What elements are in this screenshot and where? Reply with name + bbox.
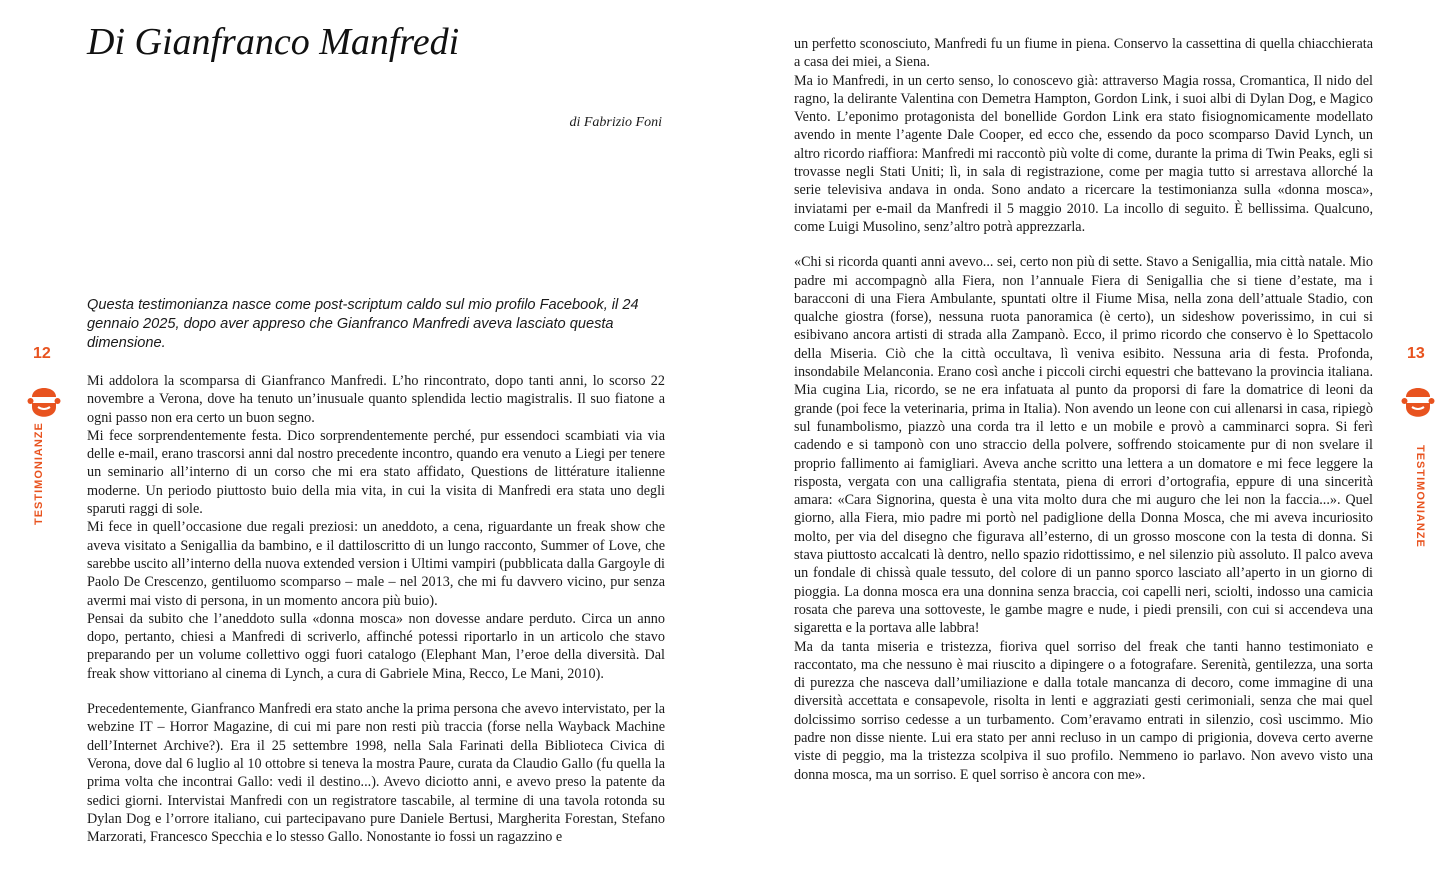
article-title: Di Gianfranco Manfredi (87, 21, 460, 63)
intro-text: Questa testimonianza nasce come post-scriptum caldo sul mio profilo Facebook, il 24 gennaio 2025, dopo aver appreso che Gianfranco Manfredi aveva lasciato questa dimensione. (87, 297, 639, 351)
paragraph: Mi fece sorprendentemente festa. Dico sorprendentemente perché, pur essendoci scambiati via via delle e-mail, erano trascorsi anni dal nostro precedente incontro, quando era venuto a Liegi per tenere un seminario all’interno di un corso che mi era stato affidato, Questions de littérature italienne moderne. Un periodo piuttosto buio della mia vita, in cui la visita di Manfredi era stata uno degli sparuti raggi di sole. (87, 427, 665, 518)
byline: di Fabrizio Foni (569, 115, 662, 130)
paragraph: Mi addolora la scomparsa di Gianfranco Manfredi. L’ho rincontrato, dopo tanti anni, lo scorso 22 novembre a Verona, dove ha tenuto un’inusuale quanto splendida lectio magistralis. Il suo fiatone a ogni passo non era certo un buon segno. (87, 373, 665, 426)
paragraph: Ma da tanta miseria e tristezza, fioriva quel sorriso del freak che tanti hanno testimoniato e raccontato, ma che nessuno è mai riuscito a dipingere o a fotografare. Serenità, gentilezza, una sorta di purezza che nasceva dall’umiliazione e dalla totale mancanza di decoro, come immagine di una diversità accettata e consapevole, risolta in lenti e aggraziati gesti cerimoniali, senza che mai quel dolcissimo sorriso cedesse a un turbamento. Com’eravamo entrati in silenzio, così uscimmo. Mio padre non disse niente. Lui era stato per anni recluso in un campo di prigionia, doveva certo averne viste di peggio, ma la tristezza scolpiva il suo profilo. Nemmeno io parlavo. Non avevo visto una donna mosca, ma un sorriso. E quel sorriso è ancora con me». (794, 638, 1373, 783)
paragraph: Pensai da subito che l’aneddoto sulla «donna mosca» non dovesse andare perduto. Circa un anno dopo, pertanto, chiesi a Manfredi di scriverlo, affinché potessi riportarlo in un articolo che stavo preparando per un volume collettivo oggi fuori catalogo (Elephant Man, l’eroe della diversità. Dal freak show vittoriano al cinema di Lynch, a cura di Gabriele Mina, Recco, Le Mani, 2010). (87, 610, 665, 682)
paragraph: Ma io Manfredi, in un certo senso, lo conoscevo già: attraverso Magia rossa, Cromantica, Il nido del ragno, la delirante Valentina con Demetra Hampton, Gordon Link, i suoi albi di Dylan Dog, e Magico Vento. L’eponimo protagonista del bonellide Gordon Link era stato fisiognomicamente modellato avendo in mente l’agente Dale Cooper, ed ecco che, essendo da poco scomparso David Lynch, un altro ricordo riaffiora: Manfredi mi raccontò più volte di come, durante la prima di Twin Peaks, egli si trovasse negli Stati Uniti; lì, in sala di registrazione, come per magia tutto si arrestava allorché la serie televisiva andava in onda. Sono andato a ricercare la testimonianza sulla «donna mosca», inviatami per e-mail da Manfredi il 5 maggio 2010. La incollo di seguito. È bellissima. Qualcuno, come Luigi Musolino, senz’altro potrà apprezzarla. (794, 72, 1373, 235)
left-page-body (87, 372, 665, 846)
paragraph: «Chi si ricorda quanti anni avevo... sei, certo non più di sette. Stavo a Senigallia, mia città natale. Mio padre mi accompagnò alla Fiera, non l’annuale Fiera di Senigallia che si tiene d’estate, ma i baracconi di una Fiera Ambulante, spuntati oltre il Fiume Misa, nella zona dell’attuale Stadio, con qualche giostra (forse), nessuna ruota panoramica (è certo), un sideshow poverissimo, in cui si esibivano ancora artisti di strada alla Zampanò. Ecco, il primo ricordo che conservo è lo Spettacolo della Miseria. Ciò che la città occultava, lì veniva esibito. Nessuna aria di festa. Profonda, insondabile Melanconia. Erano così anche i piccoli circhi equestri che battevano la provincia italiana. Mia cugina Lia, ricordo, se ne era infatuata al punto da proporsi di fare la domatrice di leoni da grande (poi fece la veterinaria, prima in Italia). Non avendo un leone con cui allenarsi in casa, ripiegò sul funambolismo, piazzò una corda tra il letto e un mobile e provò a camminarci sopra. Si ferì cadendo e si tamponò con uno straccio della polvere, soffrendo stoicamente pur di non svelare il proprio fallimento ai famigliari. Aveva anche scritto una lettera a un domatore e mi fece leggere la risposta, vergata con una calligrafia stentata, piena di errori d’ortografia, eppure di una sincerità amara: «Cara Signorina, questa è una vita molto dura che mi auguro che lei non la faccia...». Quel giorno, alla Fiera, mio padre mi portò nel padiglione della Donna Mosca, che mi aveva incuriosito molto, per via del disegno che figurava all’esterno, di un grosso moscone con la testa di donna. Si stava piuttosto accalcati là dentro, nello spazio ridottissimo, e nel silenzio più assoluto. Il palco aveva un fondale di chissà quale tessuto, del colore di un panno sporco lasciato all’aperto in un giorno di pioggia. La donna mosca era una donnina senza braccia, coi capelli neri, sciolti, indosso una camicia rosata che pareva una sottoveste, le gambe magre e nude, i piedi prensili, con cui si accendeva una sigaretta e la portava alle labbra! (794, 254, 1373, 637)
paragraph: Precedentemente, Gianfranco Manfredi era stato anche la prima persona che avevo intervistato, per la webzine IT – Horror Magazine, di cui mi pare non resti più traccia (forse nella Wayback Machine dell’Internet Archive?). Era il 25 settembre 1998, nella Sala Farinati della Biblioteca Civica di Verona, dove dal 6 luglio al 10 ottobre si teneva la mostra Paure, curata da Claudio Gallo (fu quella la prima volta che incontrai Gallo: vedi il destino...). Avevo diciotto anni, e avevo preso la patente da sedici giorni. Intervistai Manfredi con un registratore tascabile, al termine di una tavola rotonda su Dylan Dog e l’orrore italiano, cui partecipavano pure Daniele Bertusi, Margherita Forestan, Stefano Marzorati, Francesco Specchia e lo stesso Gallo. Nonostante io fossi un ragazzino e (87, 701, 665, 846)
right-page-body (794, 35, 1373, 784)
section-label-right: TESTIMONIANZE (1414, 445, 1426, 548)
section-label-left: TESTIMONIANZE (33, 422, 45, 525)
paragraph: Mi fece in quell’occasione due regali preziosi: un aneddoto, a cena, riguardante un freak show che aveva visitato a Senigallia da bambino, e il dattiloscritto di un lungo racconto, Summer of Love, che sarebbe uscito all’interno della nuova extended version i Ultimi vampiri (pubblicata dalla Gargoyle di Paolo De Crescenzo, gentiluomo scomparso – male – nel 2013, che mi fu davvero vicino, pur senza avermi mai visto di persona, in un momento ancora più buio). (87, 519, 665, 609)
bearded-face-icon (1401, 380, 1435, 429)
paragraph: un perfetto sconosciuto, Manfredi fu un fiume in piena. Conservo la cassettina di quella chiacchierata a casa dei miei, a Siena. (794, 36, 1373, 71)
page-number-right: 13 (1407, 345, 1425, 362)
page-number-left: 12 (33, 345, 51, 362)
